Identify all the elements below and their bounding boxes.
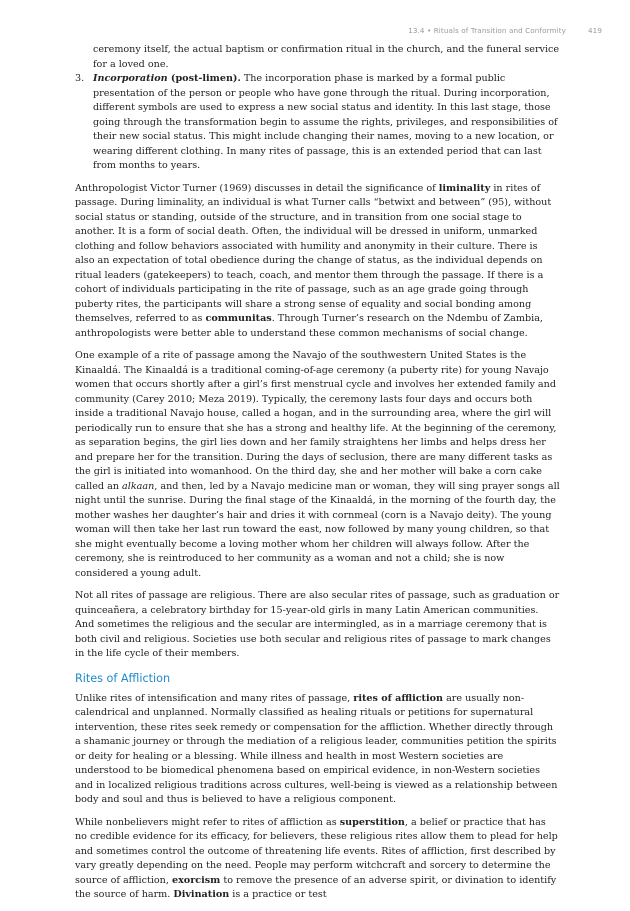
text-run: to remove the presence of an adverse spirit, or divination to identify the source of harm. (75, 874, 557, 900)
paragraph-secular: Not all rites of passage are religious. There are also secular rites of passage, such as graduation or quinceañera, a celebratory birthday for 15-year-old girls in many Latin American communities. And sometimes the religious and the secular are intermingled, as in a marriage ceremony that is both civil and religious. Societies use both secular and religious rites of passage to mark changes in the life cycle of their members. (75, 590, 560, 659)
numbered-list (75, 72, 560, 174)
continued-list-text: ceremony itself, the actual baptism or confirmation ritual in the church, and the funeral service for a loved one. (93, 44, 560, 70)
term-alkaan: alkaan (122, 480, 155, 492)
text-run: While nonbelievers might refer to rites of affliction as (75, 816, 340, 828)
text-run: Anthropologist Victor Turner (1969) discusses in detail the significance of (75, 182, 439, 194)
text-run: One example of a rite of passage among the Navajo of the southwestern United States is the Kinaaldá. The Kinaaldá is a traditional coming-of-age ceremony (a puberty rite) for young Navajo women that occurs shortly after a girl’s first menstrual cycle and involves her extended family and community (Carey 2010; Meza 2019). Typically, the ceremony lasts four days and occurs both inside a traditional Navajo house, called a hogan, and in the surrounding area, where the girl will periodically run to ensure that she has a strong and healthy life. At the beginning of the ceremony, as separation begins, the girl lies down and her family straightens her limbs and helps dress her and prepare her for the transition. During the days of seclusion, there are many different tasks as the girl is initiated into womanhood. On the third day, she and her mother will bake a corn cake called an (75, 350, 557, 492)
term-divination: Divination (173, 889, 230, 900)
paragraph-kinaalda (75, 349, 560, 581)
text-run: . Through Turner’s research on the Ndembu of Zambia, anthropologists were better able to understand these common mechanisms of social change. (75, 313, 543, 339)
list-item-text: The incorporation phase is marked by a formal public presentation of the person or people who have gone through the ritual. During incorporation, different symbols are used to express a new social status and identity. In this last stage, those going through the transformation begin to assume the rights, privileges, and responsibilities of their new social status. This might include changing their names, moving to a new location, or wearing different clothing. In many rites of passage, this is an extended period that can last from months to years. (93, 73, 558, 171)
list-number: 3. (75, 73, 85, 84)
text-run: Unlike rites of intensification and many rites of passage, (75, 692, 354, 704)
page-number: 419 (587, 26, 602, 35)
paragraph-turner (75, 182, 560, 342)
text-run: are usually non-calendrical and unplanned. Normally classified as healing rituals or petitions for supernatural intervention, these rites seek remedy or compensation for the affliction. Whether directly through a shamanic journey or through the mediation of a religious leader, communities petition the spirits or deity for healing or a blessing. While illness and health in most Western societies are understood to be biomedical phenomena based on empirical evidence, in non-Western societies and in localized religious traditions across cultures, well-being is viewed as a relationship between body and soul and thus is believed to have a religious component. (75, 692, 558, 805)
term-suffix: (post-limen). (167, 73, 241, 84)
paragraph-superstition (75, 816, 560, 903)
text-run: in rites of passage. During liminality, an individual is what Turner calls “betwixt and between” (95), without social status or standing, outside of the structure, and in transition from one social stage to another. It is a form of social death. Often, the individual will be dressed in uniform, unmarked clothing and follow behaviors associated with humility and anonymity in their culture. There is also an expectation of total obedience during the change of status, as the individual depends on ritual leaders (gatekeepers) to teach, coach, and mentor them through the passage. If there is a cohort of individuals participating in the rite of passage, such as an age grade going through puberty rites, the participants will share a strong sense of equality and social bonding among themselves, referred to as (75, 182, 552, 324)
term-superstition: superstition (339, 816, 405, 828)
running-header (408, 26, 602, 35)
list-item-incorporation (75, 72, 560, 174)
term-exorcism: exorcism (171, 874, 221, 886)
section-heading: Rites of Affliction (75, 671, 171, 685)
section-title: 13.4 • Rituals of Transition and Conformity (408, 26, 566, 35)
paragraph-affliction (75, 692, 560, 808)
term-incorporation: Incorporation (93, 73, 168, 84)
term-communitas: communitas (205, 313, 272, 324)
text-run: is a practice or test (229, 889, 327, 900)
main-text (75, 43, 560, 911)
text-run: , and then, led by a Navajo medicine man or woman, they will sing prayer songs all night until the sunrise. During the final stage of the Kinaaldá, in the morning of the fourth day, the mother washes her daughter’s hair and dries it with cornmeal (corn is a Navajo deity). The young woman will then take her last run toward the east, now followed by many young children, so that she might eventually become a loving mother whom her children will always follow. After the ceremony, she is reintroduced to her community as a woman and not a child; she is now considered a young adult. (75, 480, 560, 579)
term-liminality: liminality (438, 182, 491, 194)
term-rites-of-affliction: rites of affliction (353, 692, 444, 704)
text-run: , a belief or practice that has no credible evidence for its efficacy, for believers, these religious rites allow them to plead for help and sometimes control the outcome of threatening life events. Rites of affliction, first described by vary greatly depending on the need. People may perform witchcraft and sorcery to determine the source of affliction, (75, 816, 558, 886)
